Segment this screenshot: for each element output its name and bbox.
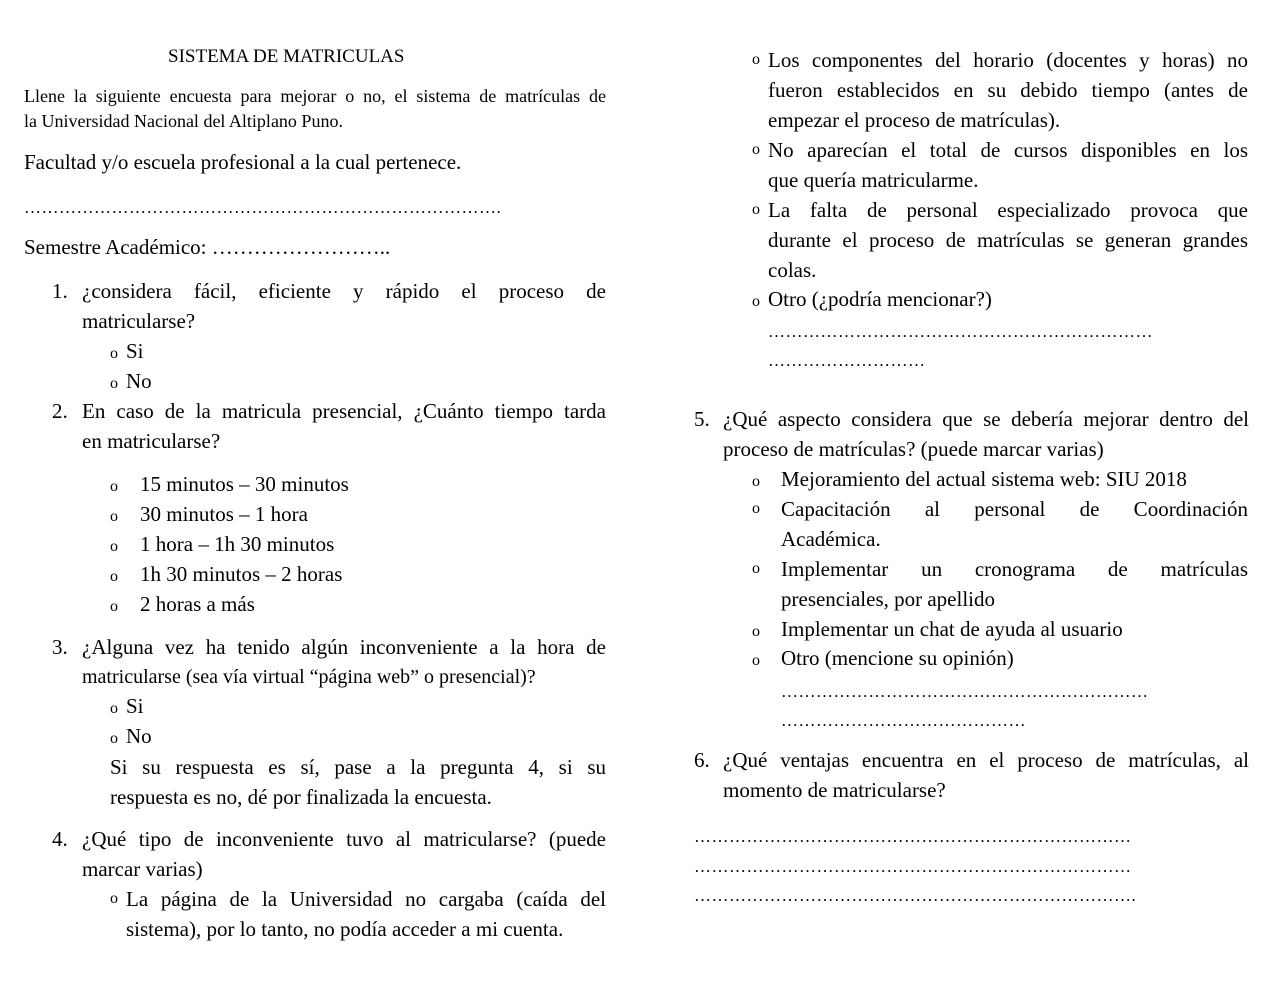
q4-text-line1: ¿Qué tipo de inconveniente tuvo al matricularse? (puede <box>82 827 606 851</box>
q2-text-line2: en matricularse? <box>82 429 221 453</box>
q2-option-1[interactable] <box>110 469 349 502</box>
q3-note-line2: respuesta es no, dé por finalizada la encuesta. <box>110 785 492 809</box>
q5-option-1-label: Mejoramiento del actual sistema web: SIU 2018 <box>781 467 1187 491</box>
q2-option-5-label: 2 horas a más <box>140 592 255 616</box>
q5-number: 5. <box>694 407 710 431</box>
q1-text-line1: ¿considera fácil, eficiente y rápido el proceso de <box>82 279 606 303</box>
q2-option-2[interactable] <box>110 499 308 532</box>
radio-circle-icon: o <box>110 730 118 747</box>
q6-answer-line3[interactable]: …………………………………………………………………. <box>694 886 1137 905</box>
intro-text-line1: Llene la siguiente encuesta para mejorar o no, el sistema de matrículas de <box>24 86 606 106</box>
q4-option-3-label-line1: No aparecían el total de cursos disponibles en los <box>768 138 1248 162</box>
q5-option-1[interactable] <box>752 464 1187 497</box>
q4-other-answer-line2[interactable]: ……………………… <box>768 351 926 370</box>
q5-option-3-label-line2: presenciales, por apellido <box>781 587 995 611</box>
q5-option-3-label-line1: Implementar un cronograma de matrículas <box>781 557 1248 581</box>
q3-number: 3. <box>52 635 68 659</box>
q4-option-4-label-line1: La falta de personal especializado provoca que <box>768 198 1248 222</box>
faculty-answer-line[interactable]: ………………………………………………………………………. <box>24 198 502 217</box>
q3-text-line1: ¿Alguna vez ha tenido algún inconveniente a la hora de <box>82 635 606 659</box>
q4-option-1[interactable] <box>110 884 606 914</box>
q1-option-si-label: Si <box>126 339 144 363</box>
radio-circle-icon: o <box>110 508 118 525</box>
q4-option-1-label-line2: sistema), por lo tanto, no podía acceder a mi cuenta. <box>126 917 564 941</box>
radio-circle-icon: o <box>110 345 118 362</box>
q2-option-4[interactable] <box>110 559 342 592</box>
q4-option-5-label: Otro (¿podría mencionar?) <box>768 287 992 311</box>
q5-option-3[interactable] <box>752 554 1249 584</box>
q4-option-3[interactable] <box>752 135 1248 165</box>
q2-number: 2. <box>52 399 68 423</box>
radio-circle-icon: o <box>110 538 118 555</box>
q4-option-4[interactable] <box>752 195 1248 225</box>
q3-option-no-label: No <box>126 724 152 748</box>
q2-text-line1: En caso de la matricula presencial, ¿Cuánto tiempo tarda <box>82 399 606 423</box>
q4-option-2-label-line1: Los componentes del horario (docentes y horas) no <box>768 48 1248 72</box>
q5-text-line1: ¿Qué aspecto considera que se debería mejorar dentro del <box>723 407 1249 431</box>
semester-label[interactable]: Semestre Académico: …………………….. <box>24 235 391 259</box>
q6-number: 6. <box>694 748 710 772</box>
faculty-label: Facultad y/o escuela profesional a la cual pertenece. <box>24 150 462 174</box>
q4-other-answer-line1[interactable]: ………………………………………………………… <box>768 322 1153 341</box>
q6-text-line2: momento de matricularse? <box>723 778 946 802</box>
q1-text-line2: matricularse? <box>82 309 196 333</box>
q4-option-2-label-line3: empezar el proceso de matrículas). <box>768 108 1061 132</box>
q5-other-answer-line2[interactable]: …………………………………… <box>781 711 1026 730</box>
q1-number: 1. <box>52 279 68 303</box>
q3-option-si-label: Si <box>126 694 144 718</box>
q4-option-2[interactable] <box>752 45 1248 75</box>
q6-answer-line1[interactable]: ………………………………………………………………… <box>694 827 1132 846</box>
q4-number: 4. <box>52 827 68 851</box>
radio-circle-icon: o <box>110 700 118 717</box>
q4-option-2-label-line2: fueron establecidos en su debido tiempo (antes de <box>768 78 1248 102</box>
q2-option-1-label: 15 minutos – 30 minutos <box>140 472 349 496</box>
q5-other-answer-line1[interactable]: ……………………………………………………… <box>781 682 1149 701</box>
q4-option-4-label-line3: colas. <box>768 258 817 282</box>
q2-option-4-label: 1h 30 minutos – 2 horas <box>140 562 343 586</box>
q4-option-5[interactable] <box>752 284 992 317</box>
q3-option-si[interactable] <box>110 691 144 724</box>
q6-answer-line2[interactable]: ………………………………………………………………… <box>694 857 1132 876</box>
q5-option-4-label: Implementar un chat de ayuda al usuario <box>781 617 1123 641</box>
intro-text-line2: la Universidad Nacional del Altiplano Puno. <box>24 111 343 131</box>
checkbox-circle-icon: o <box>752 293 760 310</box>
q3-option-no[interactable] <box>110 721 152 754</box>
q4-option-4-label-line2: durante el proceso de matrículas se generan grandes <box>768 228 1248 252</box>
q5-option-2-label-line1: Capacitación al personal de Coordinación <box>781 497 1248 521</box>
checkbox-circle-icon: o <box>752 473 760 490</box>
checkbox-circle-icon: o <box>752 51 760 68</box>
q5-text-line2: proceso de matrículas? (puede marcar varias) <box>723 437 1104 461</box>
checkbox-circle-icon: o <box>752 560 760 577</box>
radio-circle-icon: o <box>110 478 118 495</box>
q3-text-line2: matricularse (sea vía virtual “página web” o presencial)? <box>82 666 536 688</box>
q5-option-2-label-line2: Académica. <box>781 527 881 551</box>
checkbox-circle-icon: o <box>752 141 760 158</box>
q2-option-5[interactable] <box>110 589 255 622</box>
checkbox-circle-icon: o <box>752 500 760 517</box>
checkbox-circle-icon: o <box>752 201 760 218</box>
radio-circle-icon: o <box>110 375 118 392</box>
q4-option-3-label-line2: que quería matricularme. <box>768 168 979 192</box>
survey-title: SISTEMA DE MATRICULAS <box>168 46 405 67</box>
q5-option-5-label: Otro (mencione su opinión) <box>781 646 1014 670</box>
q5-option-5[interactable] <box>752 643 1014 676</box>
q1-option-no-label: No <box>126 369 152 393</box>
q1-option-si[interactable] <box>110 336 144 369</box>
checkbox-circle-icon: o <box>110 890 118 907</box>
q2-option-3-label: 1 hora – 1h 30 minutos <box>140 532 335 556</box>
q2-option-2-label: 30 minutos – 1 hora <box>140 502 308 526</box>
q2-option-3[interactable] <box>110 529 334 562</box>
q1-option-no[interactable] <box>110 366 152 399</box>
checkbox-circle-icon: o <box>752 652 760 669</box>
checkbox-circle-icon: o <box>752 623 760 640</box>
radio-circle-icon: o <box>110 598 118 615</box>
q5-option-2[interactable] <box>752 494 1249 524</box>
radio-circle-icon: o <box>110 568 118 585</box>
q4-option-1-label-line1: La página de la Universidad no cargaba (caída del <box>126 887 606 911</box>
q4-text-line2: marcar varias) <box>82 857 203 881</box>
q3-note-line1: Si su respuesta es sí, pase a la pregunta 4, si su <box>110 755 606 779</box>
q6-text-line1: ¿Qué ventajas encuentra en el proceso de matrículas, al <box>723 748 1249 772</box>
